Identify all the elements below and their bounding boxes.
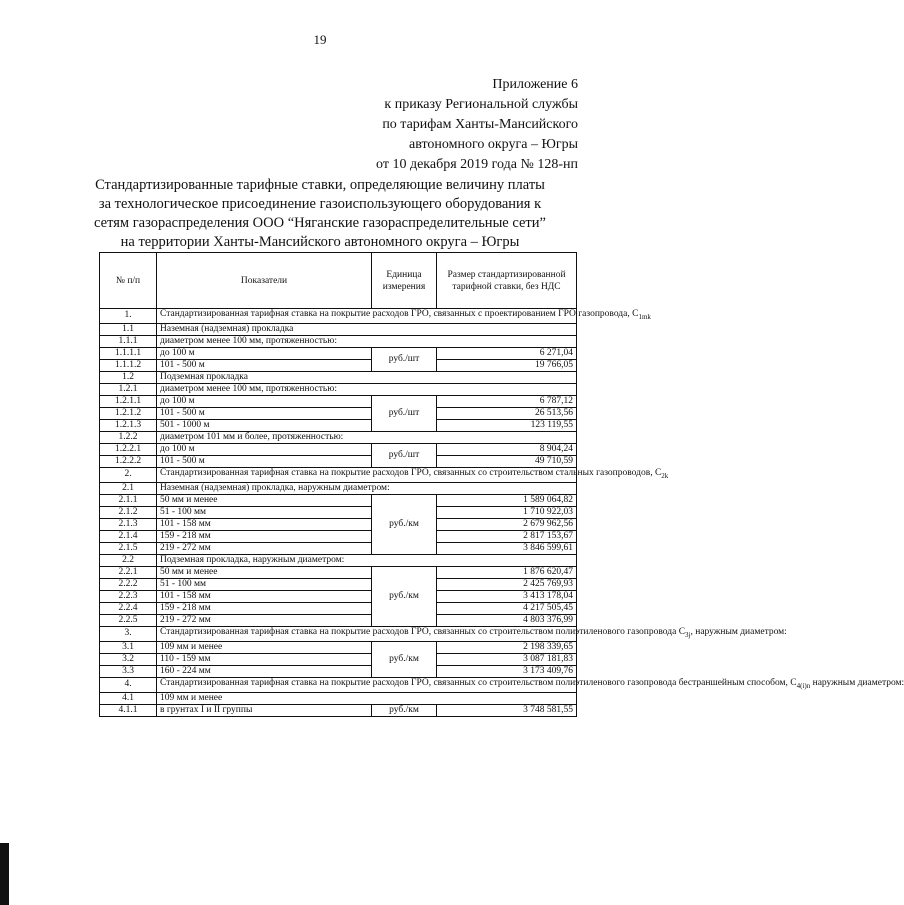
row-num: 1.1: [100, 323, 157, 335]
row-num: 2.2.3: [100, 590, 157, 602]
unit-cell: руб./шт: [372, 443, 437, 467]
row-num: 1.1.1: [100, 335, 157, 347]
subsection-row: [100, 482, 577, 494]
unit-cell: руб./шт: [372, 395, 437, 431]
header-rate: Размер стандартизированной тарифной ставки, без НДС: [437, 253, 577, 309]
row-label: 101 - 500 м: [157, 455, 372, 467]
row-num: 1.2.1.3: [100, 419, 157, 431]
title-line: Стандартизированные тарифные ставки, определяющие величину платы: [95, 177, 545, 193]
rate-value: 3 846 599,61: [437, 542, 577, 554]
row-num: 1.2.1.1: [100, 395, 157, 407]
subsection-row: [100, 692, 577, 704]
row-num: 2.2.4: [100, 602, 157, 614]
section-row: [100, 309, 577, 324]
row-label: 159 - 218 мм: [157, 530, 372, 542]
row-num: 1.2: [100, 371, 157, 383]
row-label: в грунтах I и II группы: [157, 704, 372, 716]
row-num: 3.1: [100, 641, 157, 653]
rate-value: 3 748 581,55: [437, 704, 577, 716]
row-num: 2.2.5: [100, 614, 157, 626]
rate-value: 1 589 064,82: [437, 494, 577, 506]
row-num: 2.1.4: [100, 530, 157, 542]
document-title: [60, 176, 580, 252]
row-num: 4.1: [100, 692, 157, 704]
row-num: 4.1.1: [100, 704, 157, 716]
row-num: 2.1: [100, 482, 157, 494]
unit-cell: руб./шт: [372, 347, 437, 371]
rate-value: 19 766,05: [437, 359, 577, 371]
unit-cell: руб./км: [372, 641, 437, 677]
row-num: 2.1.5: [100, 542, 157, 554]
section-row: [100, 677, 577, 692]
row-label: до 100 м: [157, 395, 372, 407]
table-row: [100, 359, 577, 371]
section-subscript: 2k: [661, 471, 669, 480]
row-num: 2.1.2: [100, 506, 157, 518]
table-row: [100, 455, 577, 467]
rate-value: 3 413 178,04: [437, 590, 577, 602]
table-row: [100, 347, 577, 359]
row-label: 501 - 1000 м: [157, 419, 372, 431]
section-num: 3.: [100, 626, 157, 641]
row-num: 2.2.1: [100, 566, 157, 578]
row-label: Наземная (надземная) прокладка: [157, 323, 577, 335]
row-label: до 100 м: [157, 443, 372, 455]
row-label: диаметром менее 100 мм, протяженностью:: [157, 383, 577, 395]
unit-cell: руб./км: [372, 494, 437, 554]
table-row: [100, 566, 577, 578]
rate-value: 2 817 153,67: [437, 530, 577, 542]
section-row: [100, 467, 577, 482]
row-label: 101 - 158 мм: [157, 590, 372, 602]
row-label: 50 мм и менее: [157, 566, 372, 578]
subsection-row: [100, 554, 577, 566]
appendix-line: Приложение 6: [492, 77, 578, 92]
row-label: 109 мм и менее: [157, 692, 577, 704]
row-label: Подземная прокладка: [157, 371, 577, 383]
row-label: 51 - 100 мм: [157, 506, 372, 518]
table-row: [100, 518, 577, 530]
section-text: Стандартизированная тарифная ставка на покрытие расходов ГРО, связанных со строительством полиэтиленового газопровода бестраншейным способом, $C_{4(i)n}$ наружным диаметром:: [157, 677, 577, 692]
table-row: [100, 494, 577, 506]
rate-value: 6 271,04: [437, 347, 577, 359]
rate-value: 123 119,55: [437, 419, 577, 431]
section-subscript: 1mk: [638, 312, 651, 321]
group-row: [100, 431, 577, 443]
rate-value: 1 876 620,47: [437, 566, 577, 578]
row-num: 2.1.3: [100, 518, 157, 530]
table-row: [100, 665, 577, 677]
subsection-row: [100, 323, 577, 335]
title-line: за технологическое присоединение газоиспользующего оборудования к: [98, 196, 542, 212]
row-num: 2.2.2: [100, 578, 157, 590]
row-num: 3.2: [100, 653, 157, 665]
row-label: 101 - 500 м: [157, 407, 372, 419]
row-num: 1.2.2.1: [100, 443, 157, 455]
header-indicator: Показатели: [157, 253, 372, 309]
table-row: [100, 602, 577, 614]
row-num: 1.2.1.2: [100, 407, 157, 419]
row-label: диаметром 101 мм и более, протяженностью:: [157, 431, 577, 443]
table-row: [100, 653, 577, 665]
table-row: [100, 419, 577, 431]
scan-edge-mark: [0, 843, 9, 905]
rate-value: 49 710,59: [437, 455, 577, 467]
table-row: [100, 590, 577, 602]
rate-value: 2 425 769,93: [437, 578, 577, 590]
table-row: [100, 614, 577, 626]
appendix-line: к приказу Региональной службы: [384, 97, 578, 112]
rate-value: 26 513,56: [437, 407, 577, 419]
rate-value: 3 173 409,76: [437, 665, 577, 677]
rate-value: 4 803 376,99: [437, 614, 577, 626]
row-label: 160 - 224 мм: [157, 665, 372, 677]
section-num: 1.: [100, 309, 157, 324]
unit-cell: руб./км: [372, 704, 437, 716]
appendix-line: автономного округа – Югры: [409, 137, 578, 152]
section-text: Стандартизированная тарифная ставка на покрытие расходов ГРО, связанных с проектированием ГРО газопровода, $C_{1mk}$: [157, 309, 577, 324]
table-body: [100, 309, 904, 717]
appendix-line: от 10 декабря 2019 года № 128-нп: [376, 157, 578, 172]
section-text: Стандартизированная тарифная ставка на покрытие расходов ГРО, связанных со строительством стальных газопроводов, $C_{2k}$: [157, 467, 577, 482]
table-row: [100, 578, 577, 590]
row-label: Подземная прокладка, наружным диаметром:: [157, 554, 577, 566]
header-unit: Единица измерения: [372, 253, 437, 309]
section-subscript: 3j: [685, 630, 691, 639]
rate-value: 2 679 962,56: [437, 518, 577, 530]
section-row: [100, 626, 577, 641]
rate-value: 1 710 922,03: [437, 506, 577, 518]
page-number: 19: [313, 32, 327, 47]
row-label: 101 - 158 мм: [157, 518, 372, 530]
section-subscript: 4(i)n: [796, 681, 811, 690]
rate-value: 8 904,24: [437, 443, 577, 455]
title-line: сетям газораспределения ООО “Няганские газораспределительные сети”: [94, 215, 546, 231]
row-label: 110 - 159 мм: [157, 653, 372, 665]
row-num: 1.1.1.2: [100, 359, 157, 371]
section-text: Стандартизированная тарифная ставка на покрытие расходов ГРО, связанных со строительством полиэтиленового газопровода $C_{3j}$, наружным диаметром:: [157, 626, 577, 641]
row-label: 159 - 218 мм: [157, 602, 372, 614]
rate-value: 2 198 339,65: [437, 641, 577, 653]
subsection-row: [100, 371, 577, 383]
table-row: [100, 506, 577, 518]
rate-value: 3 087 181,83: [437, 653, 577, 665]
section-num: 4.: [100, 677, 157, 692]
table-row: [100, 530, 577, 542]
row-num: 2.1.1: [100, 494, 157, 506]
group-row: [100, 335, 577, 347]
appendix-line: по тарифам Ханты-Мансийского: [382, 117, 578, 132]
table-row: [100, 542, 577, 554]
rate-value: 6 787,12: [437, 395, 577, 407]
row-label: 109 мм и менее: [157, 641, 372, 653]
table-row: [100, 407, 577, 419]
row-label: 219 - 272 мм: [157, 614, 372, 626]
table-row: [100, 443, 577, 455]
table-row: [100, 641, 577, 653]
row-num: 1.2.2: [100, 431, 157, 443]
row-label: Наземная (надземная) прокладка, наружным диаметром:: [157, 482, 577, 494]
title-line: на территории Ханты-Мансийского автономного округа – Югры: [120, 234, 520, 250]
row-num: 1.2.2.2: [100, 455, 157, 467]
row-label: 50 мм и менее: [157, 494, 372, 506]
table-row: [100, 704, 577, 716]
table-row: [100, 395, 577, 407]
group-row: [100, 383, 577, 395]
row-num: 3.3: [100, 665, 157, 677]
row-label: диаметром менее 100 мм, протяженностью:: [157, 335, 577, 347]
row-label: 51 - 100 мм: [157, 578, 372, 590]
unit-cell: руб./км: [372, 566, 437, 626]
row-label: 219 - 272 мм: [157, 542, 372, 554]
tariff-table: [99, 252, 904, 717]
rate-value: 4 217 505,45: [437, 602, 577, 614]
appendix-block: [376, 75, 578, 175]
row-num: 2.2: [100, 554, 157, 566]
header-num: № п/п: [100, 253, 157, 309]
section-num: 2.: [100, 467, 157, 482]
row-num: 1.2.1: [100, 383, 157, 395]
row-num: 1.1.1.1: [100, 347, 157, 359]
row-label: до 100 м: [157, 347, 372, 359]
row-label: 101 - 500 м: [157, 359, 372, 371]
